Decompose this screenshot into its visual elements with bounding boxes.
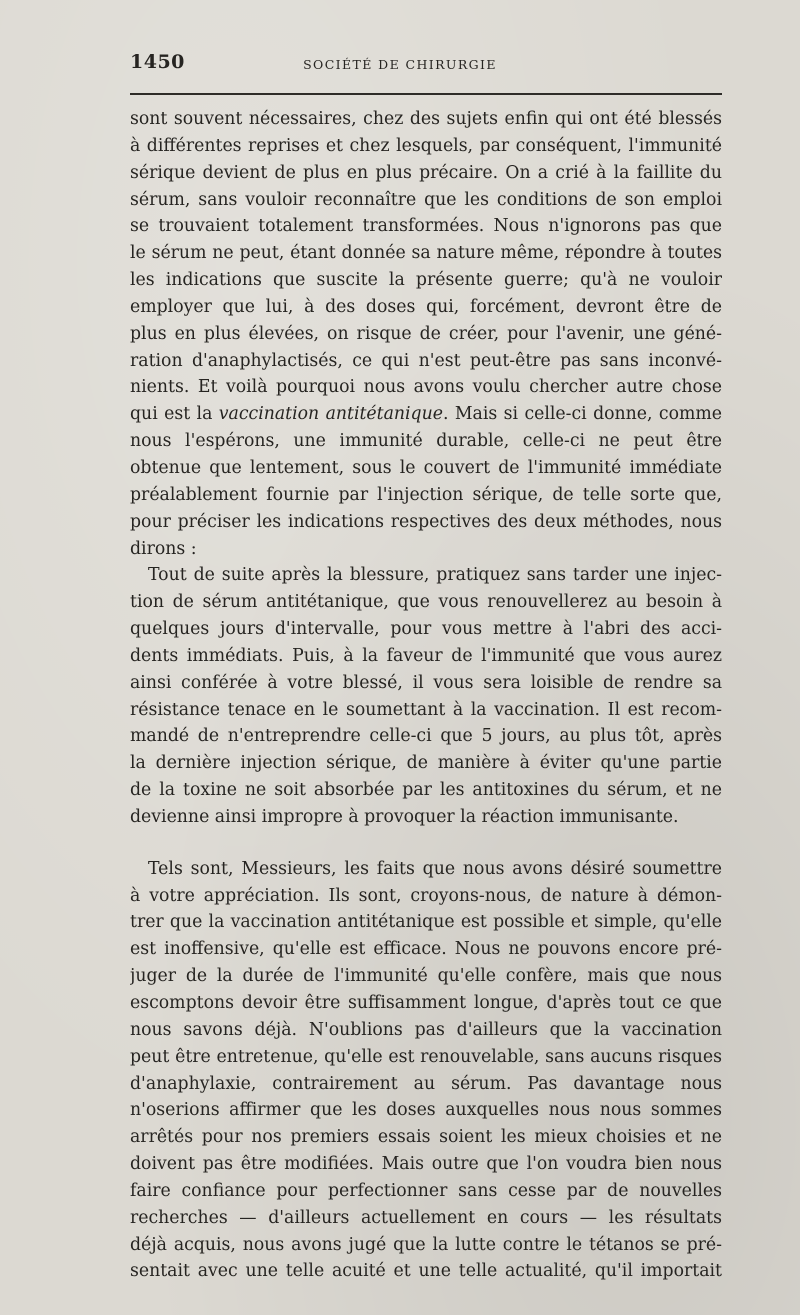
running-title: SOCIÉTÉ DE CHIRURGIE xyxy=(303,57,497,72)
text-line: à différentes reprises et chez lesquels, par conséquent, l'immunité xyxy=(130,135,722,156)
text-line: de la toxine ne soit absorbée par les antitoxines du sérum, et ne xyxy=(130,780,722,801)
text-line: Tout de suite après la blessure, pratiquez sans tarder une injec- xyxy=(148,565,722,586)
text-line: se trouvaient totalement transformées. Nous n'ignorons pas que xyxy=(130,216,722,237)
text-line: escomptons devoir être suffisamment longue, d'après tout ce que xyxy=(130,993,722,1013)
text-line: d'anaphylaxie, contrairement au sérum. Pas davantage nous xyxy=(130,1073,722,1094)
text-line: préalablement fournie par l'injection sérique, de telle sorte que, xyxy=(130,484,722,505)
text-line: les indications que suscite la présente guerre; qu'à ne vouloir xyxy=(130,270,722,291)
text-line: pour préciser les indications respectives des deux méthodes, nous xyxy=(130,511,722,532)
page-number: 1450 xyxy=(130,51,185,73)
text-line: dents immédiats. Puis, à la faveur de l'immunité que vous aurez xyxy=(130,645,722,666)
body-text xyxy=(130,106,722,1285)
text-line: peut être entretenue, qu'elle est renouvelable, sans aucuns risques xyxy=(130,1046,722,1067)
text-line: déjà acquis, nous avons jugé que la lutte contre le tétanos se pré- xyxy=(130,1234,722,1255)
text-line: sérum, sans vouloir reconnaître que les conditions de son emploi xyxy=(130,189,722,210)
text-line: nous l'espérons, une immunité durable, celle-ci ne peut être xyxy=(130,431,722,452)
text-line: dirons : xyxy=(130,538,197,559)
text-line: sont souvent nécessaires, chez des sujets enfin qui ont été blessés xyxy=(130,109,722,129)
text-line: sentait avec une telle acuité et une telle actualité, qu'il importait xyxy=(130,1261,722,1282)
text-line: ainsi conférée à votre blessé, il vous sera loisible de rendre sa xyxy=(130,672,722,693)
header-rule xyxy=(130,93,722,95)
text-segment: . Mais si celle-ci donne, comme xyxy=(442,404,722,425)
text-line: faire confiance pour perfectionner sans cesse par de nouvelles xyxy=(130,1180,722,1201)
text-line: trer que la vaccination antitétanique est possible et simple, qu'elle xyxy=(130,912,722,933)
paragraph-3 xyxy=(130,856,722,1286)
paragraph-gap xyxy=(130,831,722,856)
text-line: n'oserions affirmer que les doses auxquelles nous nous sommes xyxy=(130,1100,722,1121)
text-segment: qui est la xyxy=(130,404,219,425)
text-line: résistance tenace en le soumettant à la vaccination. Il est recom- xyxy=(130,699,722,720)
text-line: obtenue que lentement, sous le couvert de l'immunité immédiate xyxy=(130,457,722,478)
text-line: plus en plus élevées, on risque de créer, pour l'avenir, une géné- xyxy=(130,323,722,344)
text-line: à votre appréciation. Ils sont, croyons-nous, de nature à démon- xyxy=(130,885,722,906)
text-line: le sérum ne peut, étant donnée sa nature même, répondre à toutes xyxy=(130,243,722,264)
paragraph-2 xyxy=(130,562,722,830)
text-line: nous savons déjà. N'oublions pas d'ailleurs que la vaccination xyxy=(130,1019,722,1040)
text-line: Tels sont, Messieurs, les faits que nous avons désiré soumettre xyxy=(148,858,722,879)
text-line: arrêtés pour nos premiers essais soient les mieux choisies et ne xyxy=(130,1127,722,1148)
text-line: employer que lui, à des doses qui, forcément, devront être de xyxy=(130,296,722,317)
text-line: est inoffensive, qu'elle est efficace. Nous ne pouvons encore pré- xyxy=(130,939,722,960)
text-line: nients. Et voilà pourquoi nous avons voulu chercher autre chose xyxy=(130,377,722,398)
text-line: quelques jours d'intervalle, pour vous mettre à l'abri des acci- xyxy=(130,619,722,640)
text-line: ration d'anaphylactisés, ce qui n'est peut-être pas sans inconvé- xyxy=(130,350,722,371)
paragraph-1 xyxy=(130,106,722,562)
text-line: la dernière injection sérique, de manière à éviter qu'une partie xyxy=(130,753,722,774)
text-line: doivent pas être modifiées. Mais outre que l'on voudra bien nous xyxy=(130,1154,722,1175)
text-line-with-emphasis xyxy=(130,401,722,428)
text-line: recherches — d'ailleurs actuellement en cours — les résultats xyxy=(130,1207,722,1228)
text-line: devienne ainsi impropre à provoquer la réaction immunisante. xyxy=(130,806,679,827)
text-line: sérique devient de plus en plus précaire. On a crié à la faillite du xyxy=(130,162,722,183)
text-line: juger de la durée de l'immunité qu'elle confère, mais que nous xyxy=(130,966,722,987)
text-line: tion de sérum antitétanique, que vous renouvellerez au besoin à xyxy=(130,592,722,613)
emphasized-term: vaccination antitétanique xyxy=(218,404,443,425)
text-line: mandé de n'entreprendre celle-ci que 5 jours, au plus tôt, après xyxy=(130,726,722,747)
